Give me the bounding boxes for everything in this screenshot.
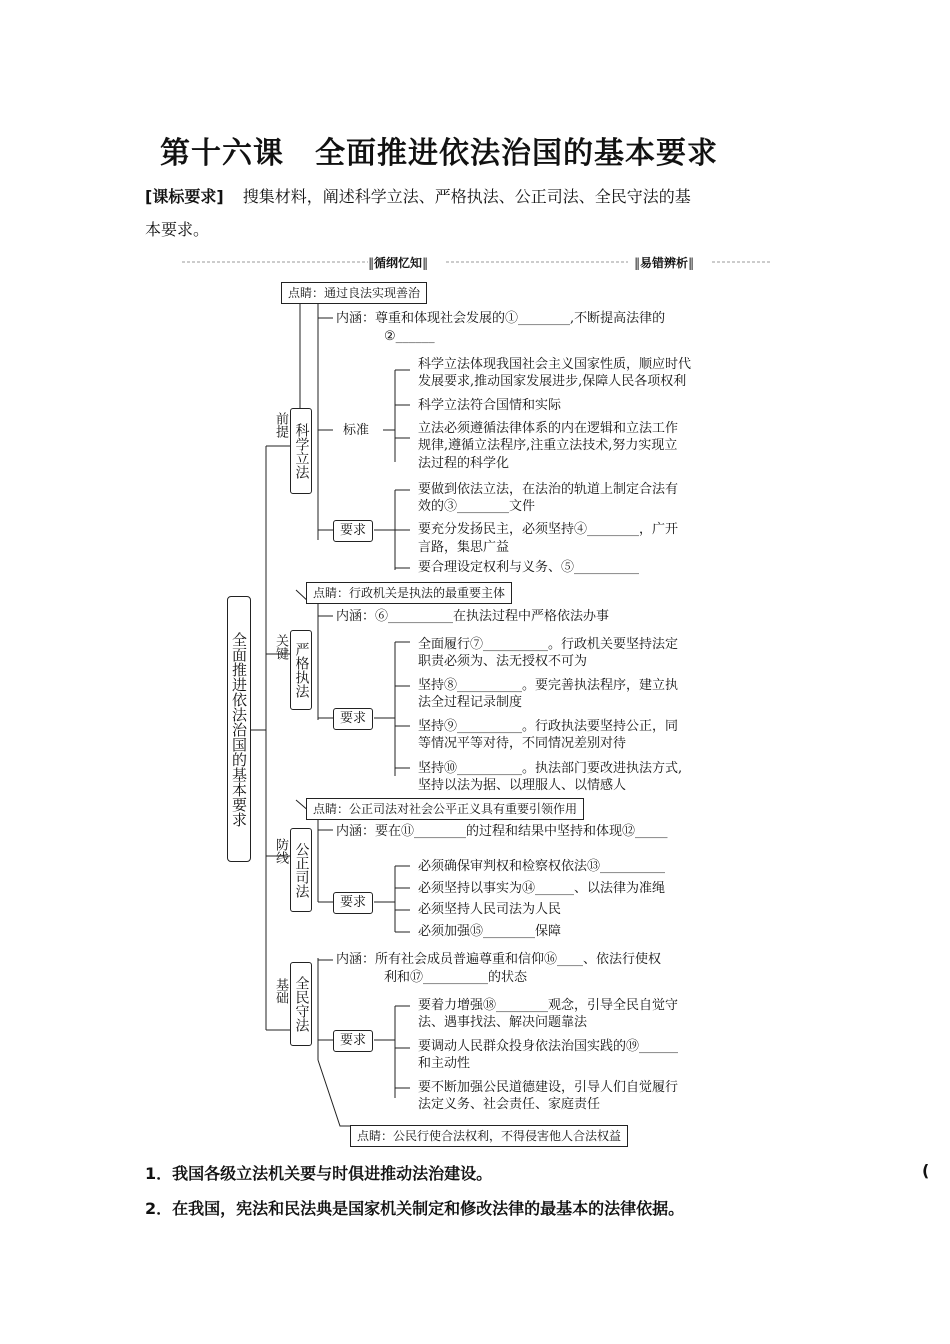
- s1-requirement-label: 要求: [333, 520, 373, 542]
- s2-note: 点睛：行政机关是执法的最重要主体: [306, 582, 512, 604]
- s4-r2a: 要调动人民群众投身依法治国实践的⑲______: [418, 1039, 679, 1054]
- s1-r2b: 言路，集思广益: [418, 540, 510, 555]
- s2-r2b: 法全过程记录制度: [418, 695, 523, 710]
- s2-requirement-label: 要求: [333, 708, 373, 730]
- s3-role: 防线: [273, 838, 288, 864]
- question-1-paren: (: [922, 1161, 930, 1180]
- s2-r2a: 坚持⑧__________。要完善执法程序，建立执: [418, 678, 679, 693]
- s1-std1a: 科学立法体现我国社会主义国家性质，顺应时代: [418, 357, 692, 372]
- question-1-number: 1．: [145, 1164, 173, 1183]
- s1-note: 点睛：通过良法实现善治: [281, 282, 427, 304]
- section-header-left: ‖循纲忆知‖: [368, 256, 429, 270]
- section-header-right: ‖易错辨析‖: [634, 256, 695, 270]
- section-header-left-label: 循纲忆知: [374, 256, 423, 270]
- s4-connotation-2: 利和⑰__________的状态: [384, 970, 528, 985]
- question-1-text: 我国各级立法机关要与时俱进推动法治建设。: [172, 1164, 493, 1183]
- s1-connotation-2: ②______: [384, 329, 435, 344]
- s4-r3a: 要不断加强公民道德建设，引导人们自觉履行: [418, 1080, 679, 1095]
- s4-note: 点睛：公民行使合法权利，不得侵害他人合法权益: [350, 1125, 628, 1147]
- s1-topic-box: 科学立法: [290, 408, 312, 494]
- s4-r2b: 和主动性: [418, 1056, 471, 1071]
- s2-topic-box: 严格执法: [290, 630, 312, 710]
- s3-topic-box: 公正司法: [290, 828, 312, 912]
- s1-r3: 要合理设定权利与义务、⑤__________: [418, 560, 640, 575]
- s1-std3a: 立法必须遵循法律体系的内在逻辑和立法工作: [418, 421, 679, 436]
- s1-standard-label: 标准: [343, 423, 370, 438]
- s1-std2: 科学立法符合国情和实际: [418, 398, 562, 413]
- section-header-right-label: 易错辨析: [640, 256, 689, 270]
- question-2: [145, 1196, 684, 1219]
- s1-r1a: 要做到依法立法，在法治的轨道上制定合法有: [418, 482, 679, 497]
- s1-std3b: 规律,遵循立法程序,注重立法技术,努力实现立: [418, 438, 678, 453]
- question-2-number: 2．: [145, 1199, 173, 1218]
- s3-r1: 必须确保审判权和检察权依法⑬__________: [418, 859, 666, 874]
- s4-connotation: 内涵：所有社会成员普遍尊重和信仰⑯____、依法行使权: [336, 952, 662, 967]
- s2-r1a: 全面履行⑦__________。行政机关要坚持法定: [418, 637, 679, 652]
- s2-role: 关键: [273, 634, 288, 660]
- s3-note: 点睛：公正司法对社会公平正义具有重要引领作用: [306, 798, 584, 820]
- question-1: [145, 1161, 492, 1184]
- s2-r4a: 坚持⑩__________。执法部门要改进执法方式,: [418, 761, 683, 776]
- question-2-text: 在我国，宪法和民法典是国家机关制定和修改法律的最基本的法律依据。: [172, 1199, 685, 1218]
- s4-r3b: 法定义务、社会责任、家庭责任: [418, 1097, 601, 1112]
- s1-std1b: 发展要求,推动国家发展进步,保障人民各项权利: [418, 374, 687, 389]
- s4-r1b: 法、遇事找法、解决问题靠法: [418, 1015, 588, 1030]
- s4-requirement-label: 要求: [333, 1030, 373, 1052]
- s3-r2: 必须坚持以事实为⑭______、以法律为准绳: [418, 881, 666, 896]
- curriculum-text-line1: 搜集材料，阐述科学立法、严格执法、公正司法、全民守法的基: [242, 187, 691, 206]
- root-topic-box: 全面推进依法治国的基本要求: [227, 596, 251, 862]
- s1-std3c: 法过程的科学化: [418, 456, 510, 471]
- page-title: 第十六课 全面推进依法治国的基本要求: [160, 136, 718, 171]
- curriculum-label: [课标要求]: [145, 187, 224, 206]
- s3-requirement-label: 要求: [333, 892, 373, 914]
- s2-connotation: 内涵：⑥__________在执法过程中严格依法办事: [336, 609, 610, 624]
- s2-r1b: 职责必须为、法无授权不可为: [418, 654, 588, 669]
- curriculum-text-line2: 本要求。: [145, 220, 210, 239]
- s2-r3a: 坚持⑨__________。行政执法要坚持公正，同: [418, 719, 679, 734]
- s2-r3b: 等情况平等对待，不同情况差别对待: [418, 736, 627, 751]
- s4-r1a: 要着力增强⑱________观念，引导全民自觉守: [418, 998, 679, 1013]
- s3-r3: 必须坚持人民司法为人民: [418, 902, 562, 917]
- s1-role: 前提: [273, 412, 288, 438]
- s3-connotation: 内涵：要在⑪________的过程和结果中坚持和体现⑫_____: [336, 824, 668, 839]
- s2-r4b: 坚持以法为据、以理服人、以情感人: [418, 778, 627, 793]
- s1-connotation: 内涵：尊重和体现社会发展的①________,不断提高法律的: [336, 311, 666, 326]
- s4-topic-box: 全民守法: [290, 962, 312, 1046]
- s1-r1b: 效的③________文件: [418, 499, 536, 514]
- s4-role: 基础: [273, 978, 288, 1004]
- s1-r2a: 要充分发扬民主，必须坚持④________，广开: [418, 522, 679, 537]
- s3-r4: 必须加强⑮________保障: [418, 924, 562, 939]
